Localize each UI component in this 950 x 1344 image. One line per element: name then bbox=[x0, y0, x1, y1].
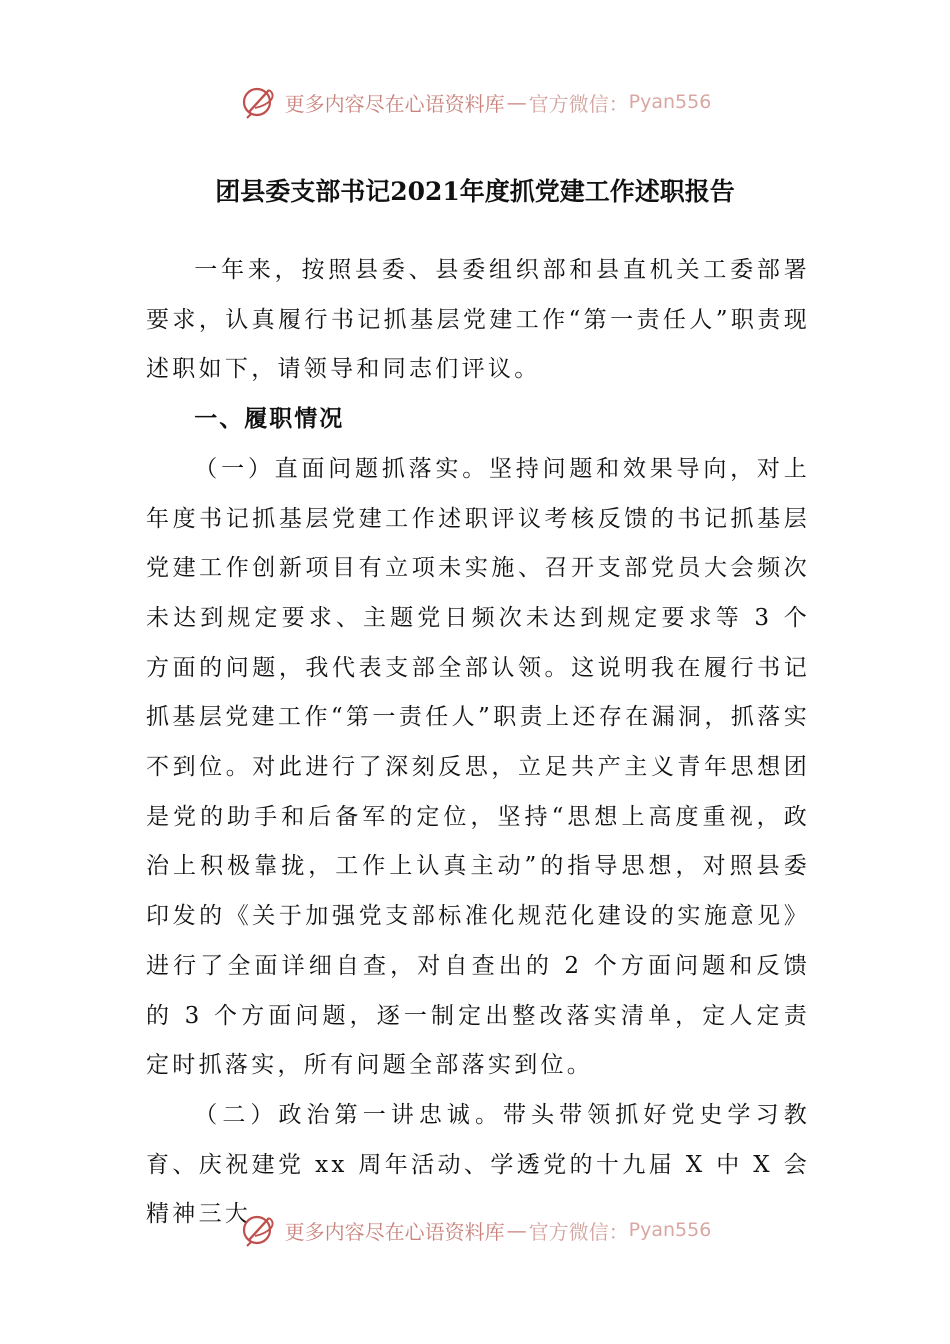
document-title: 团县委支部书记2021年度抓党建工作述职报告 bbox=[215, 177, 735, 206]
watermark-wechat-label: 官方微信： bbox=[528, 91, 629, 116]
watermark-separator: — bbox=[506, 1218, 527, 1242]
document-body bbox=[146, 246, 810, 1240]
watermark-separator: — bbox=[506, 90, 527, 114]
watermark-wechat-label: 官方微信： bbox=[528, 1219, 629, 1244]
watermark-banner-top bbox=[0, 80, 950, 124]
paragraph-section-2: （二）政治第一讲忠诚。带头带领抓好党史学习教育、庆祝建党 xx 周年活动、学透党的十九届 X 中 X 会精神三大 bbox=[146, 1101, 810, 1228]
paragraph-intro: 一年来，按照县委、县委组织部和县直机关工委部署要求，认真履行书记抓基层党建工作“第一责任人”职责现述职如下，请领导和同志们评议。 bbox=[146, 257, 810, 383]
quill-logo-icon bbox=[239, 1212, 279, 1248]
watermark-brand: 更多内容尽在心语资料库 bbox=[284, 1219, 505, 1244]
watermark-wechat-id: Pyan556 bbox=[628, 1219, 712, 1241]
section-heading: 一、履职情况 bbox=[194, 406, 345, 433]
watermark-wechat-id: Pyan556 bbox=[628, 91, 712, 113]
paragraph-section-1: （一）直面问题抓落实。坚持问题和效果导向，对上年度书记抓基层党建工作述职评议考核反馈的书记抓基层党建工作创新项目有立项未实施、召开支部党员大会频次未达到规定要求、主题党日频次未达到规定要求等 3 个方面的问题，我代表支部全部认领。这说明我在履行书记抓基层党建工作“第一责任人”职责上还存在漏洞，抓落实不到位。对此进行了深刻反思，立足共产主义青年思想团是党的助手和后备军的定位，坚持“思想上高度重视，政治上积极靠拢，工作上认真主动”的指导思想，对照县委印发的《关于加强党支部标准化规范化建设的实施意见》进行了全面详细自查，对自查出的 2 个方面问题和反馈的 3 个方面问题，逐一制定出整改落实清单，定人定责定时抓落实，所有问题全部落实到位。 bbox=[146, 455, 810, 1079]
watermark-brand: 更多内容尽在心语资料库 bbox=[284, 91, 505, 116]
watermark-banner-bottom bbox=[0, 1208, 950, 1252]
quill-logo-icon bbox=[239, 84, 279, 120]
